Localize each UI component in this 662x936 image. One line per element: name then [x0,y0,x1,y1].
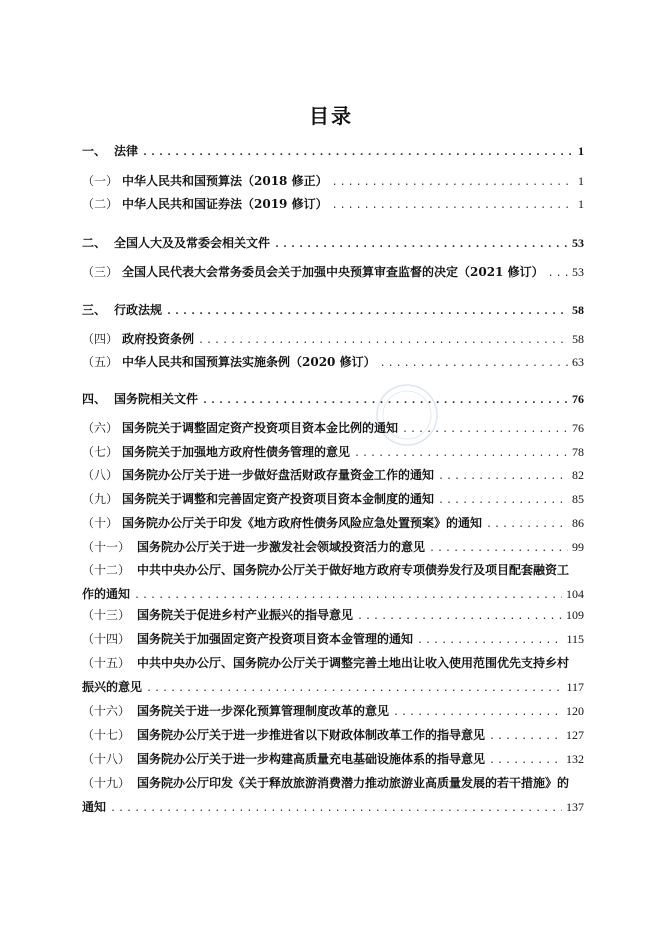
toc-entry-label: 国务院办公厅印发《关于释放旅游消费潜力推动旅游业高质量发展的若干措施》的 [137,776,570,790]
toc-entry-label: 中华人民共和国预算法实施条例（2020 修订） [122,355,376,369]
toc-entry-page: 63 [572,355,584,369]
toc-entry-label: 法律 [114,144,139,158]
toc-entry-continuation[interactable] [82,798,584,816]
toc-entry[interactable] [82,514,584,532]
dot-leader [202,392,568,410]
toc-entry[interactable] [82,466,584,484]
toc-entry-number: （十九） [82,776,131,790]
dot-leader [489,728,562,746]
dot-leader [332,197,574,215]
dot-leader [486,516,568,534]
toc-entry-number: （七） [82,445,119,459]
toc-entry-label: 国务院关于进一步深化预算管理制度改革的意见 [137,704,390,718]
toc-entry-page: 82 [572,468,584,482]
toc-entry-number: （三） [82,265,119,279]
dot-leader [354,445,568,463]
toc-entry-label: 全国人大及及常委会相关文件 [114,236,271,250]
toc-entry[interactable] [82,490,584,508]
dot-leader [274,236,568,254]
dot-leader [380,355,568,373]
toc-entry-page: 137 [566,800,584,814]
dot-leader [166,303,568,321]
toc-entry-number: （五） [82,355,119,369]
toc-entry-label: 国务院办公厅关于进一步推进省以下财政体制改革工作的指导意见 [137,728,486,742]
toc-entry-label-continued: 作的通知 [82,587,131,601]
toc-entry[interactable] [82,561,584,579]
toc-entry-page: 53 [572,236,584,250]
toc-entry-number: （十一） [82,540,131,554]
toc-entry[interactable] [82,142,584,160]
toc-entry-number: （六） [82,421,119,435]
toc-entry-label: 政府投资条例 [122,332,195,346]
toc-entry[interactable] [82,234,584,252]
toc-entry-page: 85 [572,492,584,506]
toc-entry[interactable] [82,606,584,624]
toc-entry-number: （十八） [82,752,131,766]
toc-entry-page: 78 [572,445,584,459]
toc-title: 目录 [309,104,353,128]
toc-entry-number: 二、 [82,236,107,250]
toc-entry[interactable] [82,390,584,408]
toc-entry-label: 国务院关于调整固定资产投资项目资本金比例的通知 [122,421,399,435]
toc-entry-label: 国务院办公厅关于进一步激发社会领域投资活力的意见 [137,540,426,554]
toc-entry[interactable] [82,195,584,213]
toc-entry-number: （十四） [82,632,131,646]
toc-entry-label: 中共中央办公厅、国务院办公厅关于做好地方政府专项债券发行及项目配套融资工 [137,563,570,577]
toc-entry[interactable] [82,702,584,720]
toc-entry-label: 国务院关于加强地方政府性债务管理的意见 [122,445,351,459]
toc-entry-continuation[interactable] [82,678,584,696]
toc-entry-number: （十七） [82,728,131,742]
toc-entry-number: （一） [82,174,119,188]
toc-entry-label: 中共中央办公厅、国务院办公厅关于调整完善土地出让收入使用范围优先支持乡村 [137,656,570,670]
toc-entry-label: 国务院办公厅关于印发《地方政府性债务风险应急处置预案》的通知 [122,516,483,530]
toc-entry-page: 1 [578,174,584,188]
toc-entry-page: 127 [566,728,584,742]
toc-entry-number: （二） [82,197,119,211]
toc-entry-label: 中华人民共和国预算法（2018 修正） [122,174,328,188]
toc-entry-number: （十六） [82,704,131,718]
dot-leader [134,587,562,605]
toc-entry-label: 国务院关于促进乡村产业振兴的指导意见 [137,608,354,622]
toc-entry-number: （十三） [82,608,131,622]
toc-entry-label: 全国人民代表大会常务委员会关于加强中央预算审查监督的决定（2021 修订） [122,265,544,279]
toc-entry-number: （九） [82,492,119,506]
toc-entry[interactable] [82,263,584,281]
toc-entry[interactable] [82,443,584,461]
dot-leader [198,332,568,350]
toc-entry-number: （十五） [82,656,131,670]
toc-entry-page: 99 [572,540,584,554]
dot-leader [548,265,568,283]
toc-entry-label: 国务院关于加强固定资产投资项目资本金管理的通知 [137,632,414,646]
dot-leader [332,174,574,192]
dot-leader [429,540,568,558]
toc-entry[interactable] [82,172,584,190]
toc-entry-page: 120 [566,704,584,718]
dot-leader [438,492,568,510]
toc-entry-label: 国务院办公厅关于进一步构建高质量充电基础设施体系的指导意见 [137,752,486,766]
toc-entry-label-continued: 通知 [82,800,107,814]
toc-entry[interactable] [82,353,584,371]
toc-entry-page: 104 [566,587,584,601]
toc-entry[interactable] [82,419,584,437]
dot-leader [357,608,562,626]
toc-entry-label: 行政法规 [114,303,163,317]
toc-entry[interactable] [82,538,584,556]
dot-leader [142,144,574,162]
toc-entry-label: 中华人民共和国证券法（2019 修订） [122,197,328,211]
toc-entry[interactable] [82,750,584,768]
toc-entry-label: 国务院关于调整和完善固定资产投资项目资本金制度的通知 [122,492,435,506]
dot-leader [417,632,562,650]
toc-entry-number: （十） [82,516,119,530]
toc-entry[interactable] [82,330,584,348]
dot-leader [393,704,562,722]
toc-entry[interactable] [82,654,584,672]
toc-entry-label: 国务院办公厅关于进一步做好盘活财政存量资金工作的通知 [122,468,435,482]
dot-leader [489,752,562,770]
toc-entry-page: 1 [578,197,584,211]
toc-entry-number: （十二） [82,563,131,577]
toc-entry-page: 58 [572,303,584,317]
toc-entry-page: 76 [572,421,584,435]
toc-entry-number: 一、 [82,144,107,158]
toc-entry-number: 四、 [82,392,107,406]
dot-leader [438,468,568,486]
toc-entry-page: 117 [566,680,584,694]
toc-entry[interactable] [82,630,584,648]
toc-entry-page: 58 [572,332,584,346]
toc-entry-continuation[interactable] [82,585,584,603]
dot-leader [146,680,562,698]
dot-leader [402,421,568,439]
toc-entry[interactable] [82,774,584,792]
toc-entry-page: 53 [572,265,584,279]
dot-leader [110,800,562,818]
toc-entry-page: 132 [566,752,584,766]
toc-entry[interactable] [82,301,584,319]
toc-entry-page: 86 [572,516,584,530]
toc-entry-page: 115 [566,632,584,646]
toc-entry[interactable] [82,726,584,744]
toc-entry-number: （四） [82,332,119,346]
toc-entry-number: （八） [82,468,119,482]
toc-entry-page: 76 [572,392,584,406]
toc-entry-label-continued: 振兴的意见 [82,680,143,694]
toc-entry-number: 三、 [82,303,107,317]
toc-entry-page: 1 [578,144,584,158]
toc-entry-page: 109 [566,608,584,622]
toc-entry-label: 国务院相关文件 [114,392,199,406]
